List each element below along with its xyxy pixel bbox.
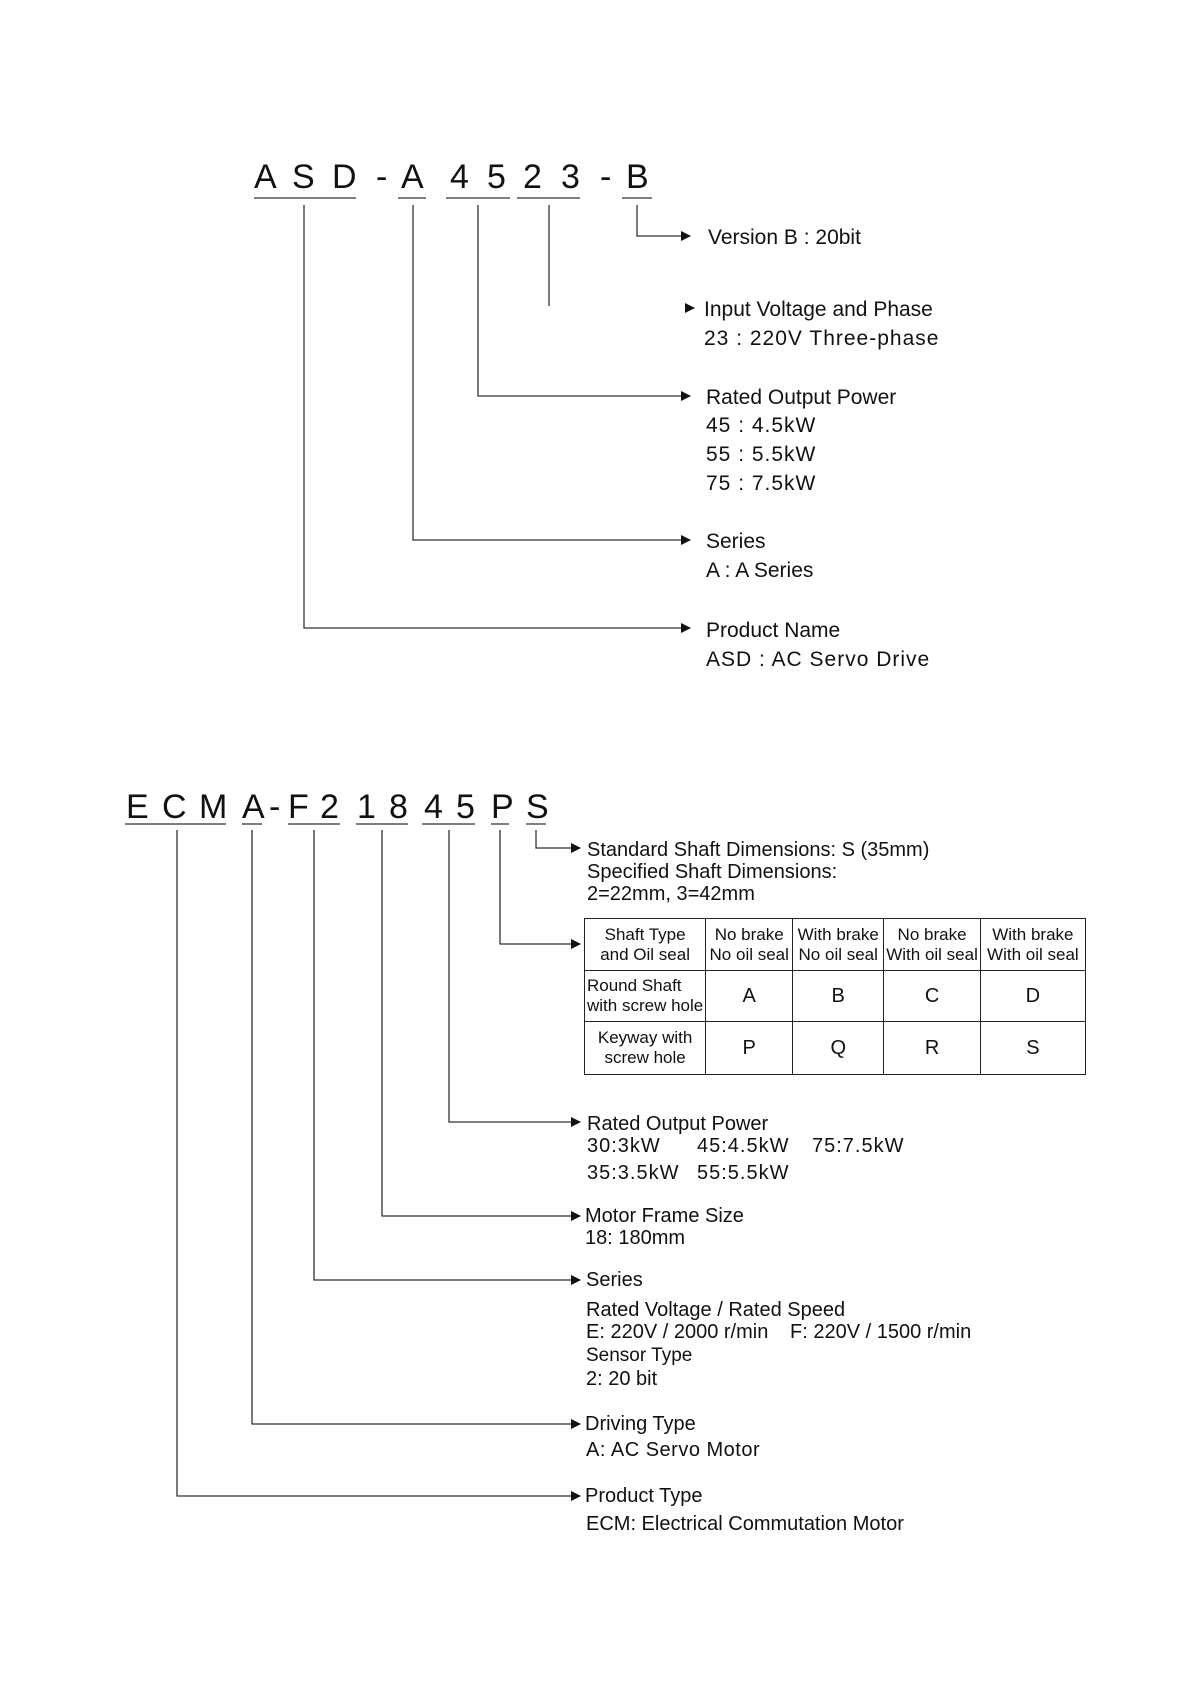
shaft-dim-values: 2=22mm, 3=42mm	[587, 883, 755, 905]
code-char: P	[491, 788, 514, 826]
code-char: D	[332, 158, 357, 196]
rated-power-2-title: Rated Output Power	[587, 1113, 769, 1135]
product-name-title: Product Name	[706, 619, 841, 642]
rated-voltage-title: Rated Voltage / Rated Speed	[586, 1299, 846, 1321]
series-2-title: Series	[586, 1269, 643, 1291]
motor-frame-value: 18: 180mm	[585, 1227, 686, 1249]
code-char: 5	[456, 788, 475, 826]
rated-power-2-value: 75:7.5kW	[812, 1135, 905, 1157]
leader-motor-frame	[382, 830, 580, 1216]
table-row-label: Round Shaft with screw hole	[585, 971, 706, 1022]
code-char: -	[269, 788, 281, 826]
sensor-type-title: Sensor Type	[586, 1345, 693, 1366]
table-header-cell: No brake With oil seal	[884, 919, 981, 971]
code-char: 4	[450, 158, 469, 196]
table-row	[585, 971, 1086, 1022]
motor-frame-title: Motor Frame Size	[585, 1205, 744, 1227]
code-char: M	[199, 788, 228, 826]
code-char: E	[126, 788, 149, 826]
input-voltage-value: 23 : 220V Three-phase	[704, 327, 940, 350]
table-header-cell: With brake No oil seal	[793, 919, 884, 971]
table-cell: B	[793, 971, 884, 1022]
code-char: S	[526, 788, 549, 826]
code-char: A	[242, 788, 265, 826]
rated-power-2-value: 45:4.5kW	[697, 1135, 790, 1157]
table-row	[585, 1022, 1086, 1075]
code-char: B	[626, 158, 649, 196]
code-char: 1	[357, 788, 376, 826]
code-char: 2	[523, 158, 542, 196]
leader-rated-power	[478, 205, 690, 396]
series-title: Series	[706, 530, 766, 553]
code-char: 2	[320, 788, 339, 826]
code-char: 4	[424, 788, 443, 826]
table-header-cell: No brake No oil seal	[706, 919, 793, 971]
driving-type-title: Driving Type	[585, 1413, 696, 1435]
code-char: 8	[389, 788, 408, 826]
code-char: C	[162, 788, 187, 826]
leader-series	[413, 205, 690, 540]
rated-power-2-value: 35:3.5kW	[587, 1162, 680, 1184]
rated-power-value: 75 : 7.5kW	[706, 472, 817, 495]
table-header-cell: Shaft Type and Oil seal	[585, 919, 706, 971]
product-name-value: ASD : AC Servo Drive	[706, 648, 931, 671]
shaft-type-table	[584, 918, 1086, 1075]
code-char: A	[401, 158, 424, 196]
version-label: Version B : 20bit	[708, 226, 861, 249]
code-char: A	[254, 158, 277, 196]
table-cell: C	[884, 971, 981, 1022]
rated-power-2-value: 30:3kW	[587, 1135, 661, 1157]
rated-power-title: Rated Output Power	[706, 386, 897, 409]
table-header-cell: With brake With oil seal	[980, 919, 1085, 971]
table-cell: A	[706, 971, 793, 1022]
rated-power-2-value: 55:5.5kW	[697, 1162, 790, 1184]
leader-series-2	[314, 830, 580, 1280]
code-char: 3	[561, 158, 580, 196]
shaft-dim-specified: Specified Shaft Dimensions:	[587, 861, 838, 883]
leader-version	[637, 205, 690, 236]
table-cell: Q	[793, 1022, 884, 1075]
series-value: A : A Series	[706, 559, 814, 582]
code-char: 5	[487, 158, 506, 196]
table-header-row	[585, 919, 1086, 971]
leader-shaft-type	[500, 830, 580, 944]
code-char: -	[600, 158, 612, 196]
rated-power-value: 45 : 4.5kW	[706, 414, 817, 437]
rated-voltage-f: F: 220V / 1500 r/min	[790, 1321, 972, 1343]
code-char: F	[288, 788, 309, 826]
table-cell: R	[884, 1022, 981, 1075]
leader-product-name	[304, 205, 690, 628]
product-type-title: Product Type	[585, 1485, 703, 1507]
product-type-value: ECM: Electrical Commutation Motor	[586, 1513, 904, 1535]
code-char: S	[292, 158, 315, 196]
leader-rated-power-2	[449, 830, 580, 1122]
rated-voltage-e: E: 220V / 2000 r/min	[586, 1321, 769, 1343]
table-cell: S	[980, 1022, 1085, 1075]
table-cell: D	[980, 971, 1085, 1022]
table-cell: P	[706, 1022, 793, 1075]
rated-power-value: 55 : 5.5kW	[706, 443, 817, 466]
shaft-dim-standard: Standard Shaft Dimensions: S (35mm)	[587, 839, 930, 861]
table-row-label: Keyway with screw hole	[585, 1022, 706, 1075]
input-voltage-title: Input Voltage and Phase	[704, 298, 933, 321]
sensor-type-value: 2: 20 bit	[586, 1368, 658, 1390]
leader-product-type	[177, 830, 580, 1496]
code-char: -	[376, 158, 388, 196]
driving-type-value: A: AC Servo Motor	[586, 1439, 761, 1461]
leader-shaft-dim	[536, 830, 580, 848]
leader-driving-type	[252, 830, 580, 1424]
